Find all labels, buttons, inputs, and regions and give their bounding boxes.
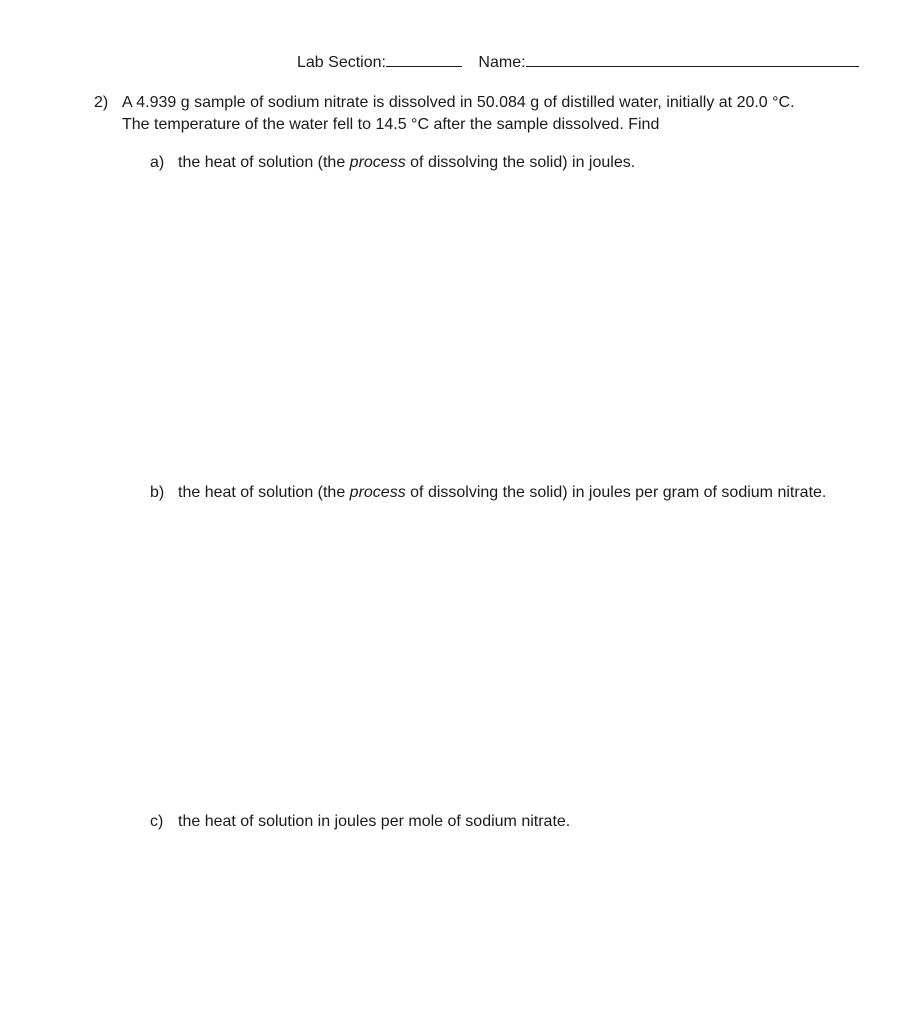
lab-section-label: Lab Section: [297, 54, 386, 71]
name-blank[interactable] [526, 52, 859, 67]
part-b [150, 484, 826, 502]
part-b-emphasis: process [349, 484, 406, 501]
question-2 [94, 92, 874, 136]
part-c-text: the heat of solution in joules per mole of sodium nitrate. [178, 813, 571, 830]
part-b-text-after: of dissolving the solid) in joules per gram of sodium nitrate. [405, 484, 827, 501]
name-label: Name: [478, 54, 526, 71]
part-a-emphasis: process [349, 154, 406, 171]
part-c-letter: c) [150, 813, 164, 830]
part-a-text-after: of dissolving the solid) in joules. [405, 154, 636, 171]
part-a-text-before: the heat of solution (the [178, 154, 350, 171]
part-a [150, 154, 635, 172]
part-c [150, 813, 570, 831]
part-b-text-before: the heat of solution (the [178, 484, 350, 501]
question-text [122, 92, 874, 136]
question-line-2: The temperature of the water fell to 14.5 °C after the sample dissolved. Find [122, 116, 660, 133]
part-b-letter: b) [150, 484, 165, 501]
lab-section-blank[interactable] [386, 52, 462, 67]
part-a-letter: a) [150, 154, 165, 171]
question-line-1: A 4.939 g sample of sodium nitrate is dissolved in 50.084 g of distilled water, initially at 20.0 °C. [122, 94, 795, 111]
header-fields [297, 52, 859, 72]
question-number: 2) [94, 94, 109, 111]
